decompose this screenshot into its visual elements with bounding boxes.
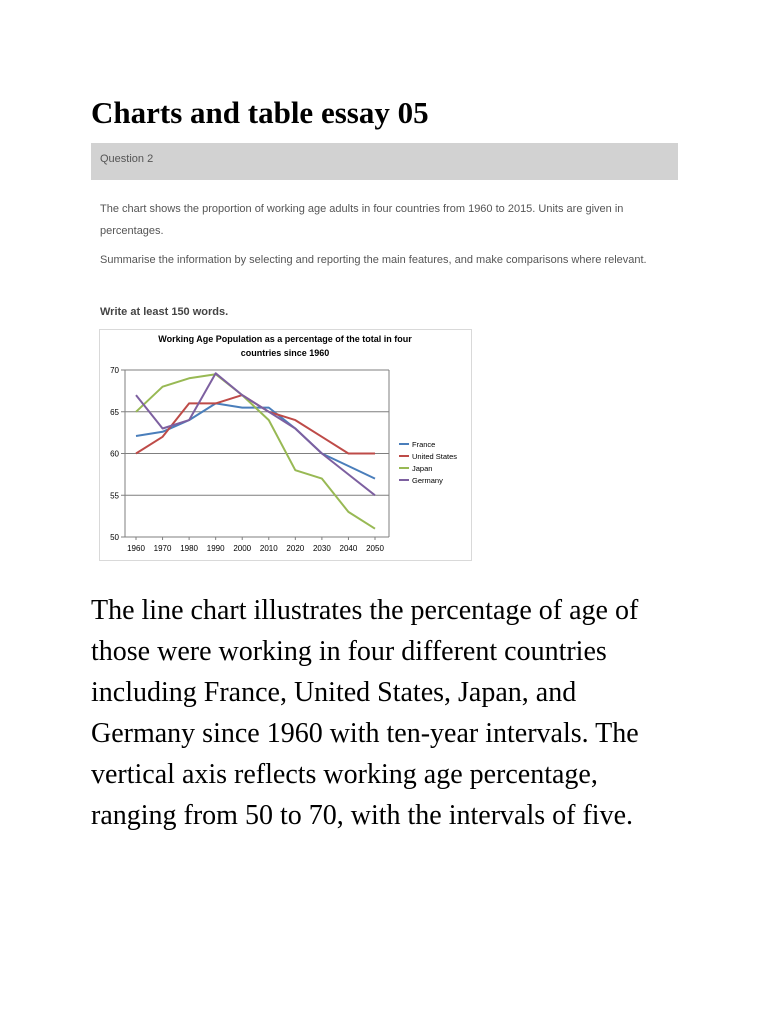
x-tick-label: 2020: [286, 544, 305, 553]
y-tick-label: 65: [110, 407, 119, 417]
y-tick-label: 50: [110, 533, 119, 542]
x-tick-label: 2030: [312, 544, 331, 553]
y-tick-label: 55: [110, 491, 119, 501]
y-tick-label: 70: [110, 366, 119, 375]
legend-label-united-states: United States: [412, 452, 458, 461]
x-tick-label: 2000: [233, 544, 252, 553]
legend-label-germany: Germany: [412, 476, 443, 485]
question-label: Question 2: [100, 153, 154, 165]
x-tick-label: 1980: [180, 544, 199, 553]
x-tick-label: 1990: [206, 544, 225, 553]
chart-title-line-2: countries since 1960: [240, 348, 330, 358]
chart-title-line-1: Working Age Population as a percentage of the total in four: [158, 334, 412, 344]
legend-label-japan: Japan: [412, 464, 433, 473]
prompt-paragraph-1: The chart shows the proportion of working age adults in four countries from 1960 to 2015. Units are given in percentages.: [100, 203, 624, 237]
x-tick-label: 2050: [366, 544, 384, 553]
x-tick-label: 1970: [153, 544, 172, 553]
prompt-paragraph-2: Summarise the information by selecting and reporting the main features, and make comparisons where relevant.: [100, 254, 647, 266]
line-chart-svg: [99, 329, 472, 561]
question-header-bar: [91, 143, 678, 180]
x-tick-label: 2040: [339, 544, 358, 553]
x-tick-label: 1960: [127, 544, 145, 553]
legend-label-france: France: [412, 440, 436, 449]
prompt-instruction: Write at least 150 words.: [100, 306, 229, 318]
y-tick-label: 60: [110, 449, 119, 459]
document-title: Charts and table essay 05: [91, 95, 429, 130]
essay-paragraph: The line chart illustrates the percentage of age of those were working in four different countries including France, United States, Japan, and Germany since 1960 with ten-year intervals. The vertical axis reflects working age percentage, ranging from 50 to 70, with the intervals of five.: [91, 595, 639, 831]
x-tick-label: 2010: [259, 544, 278, 553]
line-chart: [99, 329, 472, 561]
